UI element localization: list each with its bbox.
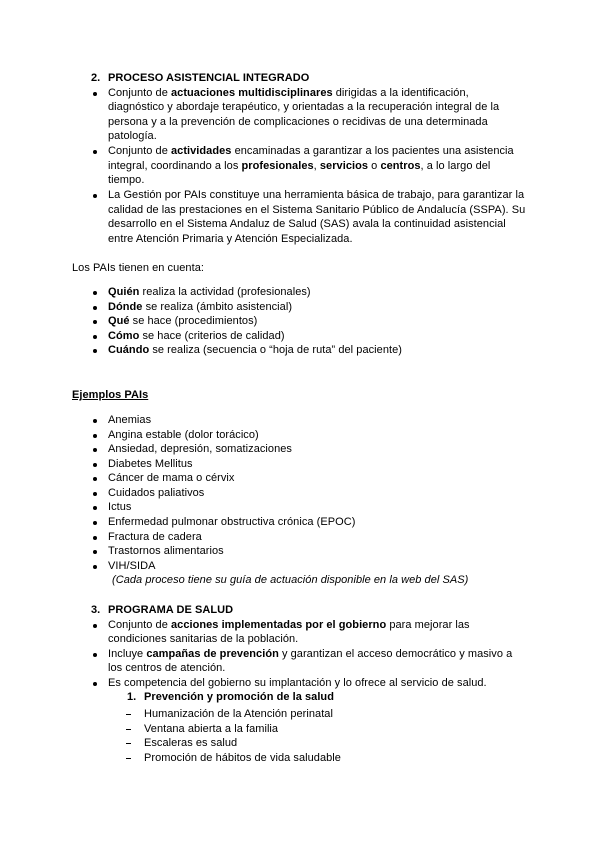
s3-b2-line2: los centros de atención. [108,662,226,674]
example-item: Trastornos alimentarios [108,545,224,557]
bold-text: Qué [108,315,130,327]
bold-text: actividades [170,145,232,157]
example-item: Cuidados paliativos [108,487,205,499]
text: para mejorar las [386,619,470,631]
example-item: Angina estable (dolor torácico) [108,429,259,441]
s2-b3-line1: La Gestión por PAIs constituye una herramienta básica de trabajo, para garantizar la [108,189,525,201]
text: encaminadas a garantizar a los pacientes una asistencia [231,145,514,157]
bullet-icon [93,624,97,628]
text: , [313,160,320,172]
pais-item [108,300,292,314]
bold-text: profesionales [241,160,314,172]
bold-text: servicios [319,160,369,172]
bullet-icon [93,565,97,569]
dash-icon [126,714,131,715]
pais-item [108,329,285,343]
bullet-icon [93,536,97,540]
bullet-icon [93,434,97,438]
bold-text: centros [380,160,421,172]
pais-item [108,314,257,328]
bullet-icon [93,463,97,467]
text: integral, coordinando a los [108,160,242,172]
bullet-icon [93,150,97,154]
bullet-icon [93,653,97,657]
text: Conjunto de [108,145,171,157]
s2-b2-line3: tiempo. [108,174,145,186]
bullet-icon [93,506,97,510]
pais-item [108,343,402,357]
examples-heading: Ejemplos PAIs [72,389,149,401]
bullet-icon [93,335,97,339]
bold-text: Cuándo [108,344,150,356]
text: se realiza (ámbito asistencial) [142,301,293,313]
bullet-icon [93,349,97,353]
s2-b3-line3: desarrollo en el Sistema Andaluz de Salud (SAS) avala la continuidad asistencial [108,218,506,230]
s2-b1-line3: persona y a la prevención de complicaciones o recidivas de una determinada [108,116,488,128]
s2-b1-line4: patología. [108,130,157,142]
bold-text: campañas de prevención [146,648,279,660]
example-item: VIH/SIDA [108,560,156,572]
text: se hace (procedimientos) [129,315,258,327]
bullet-icon [93,194,97,198]
example-item: Enfermedad pulmonar obstructiva crónica (EPOC) [108,516,356,528]
s2-b3-line4: entre Atención Primaria y Atención Especializada. [108,233,353,245]
example-item: Ictus [108,501,132,513]
example-item: Anemias [108,414,152,426]
example-item: Diabetes Mellitus [108,458,193,470]
s2-b1-line2: diagnóstico y abordaje terapéutico, y orientadas a la recuperación integral de la [108,101,500,113]
dash-icon [126,743,131,744]
sub-item: Promoción de hábitos de vida saludable [144,752,341,764]
s2-b2-line2 [108,159,490,173]
pais-intro: Los PAIs tienen en cuenta: [72,262,204,274]
bullet-icon [93,306,97,310]
text: Incluye [108,648,147,660]
sub-item: Escaleras es salud [144,737,238,749]
s2-b3-line2: calidad de las prestaciones en el Sistema Sanitario Público de Andalucía (SSPA). Su [108,204,526,216]
text: Conjunto de [108,619,171,631]
example-item: Cáncer de mama o cérvix [108,472,235,484]
s3-b1-line2: condiciones sanitarias de la población. [108,633,299,645]
s2-b2-line1 [108,144,514,158]
text: o [368,160,381,172]
bullet-icon [93,291,97,295]
bullet-icon [93,448,97,452]
bullet-icon [93,550,97,554]
text: , a lo largo del [420,160,491,172]
text: dirigidas a la identificación, [332,87,469,99]
bold-text: Cómo [108,330,140,342]
subsection-title: Prevención y promoción de la salud [144,691,334,703]
s3-b3-line1: Es competencia del gobierno su implantación y lo ofrece al servicio de salud. [108,677,487,689]
section-3-number: 3. [91,604,101,616]
sub-item: Ventana abierta a la familia [144,723,279,735]
example-item: Ansiedad, depresión, somatizaciones [108,443,292,455]
bold-text: acciones implementadas por el gobierno [170,619,387,631]
text: Conjunto de [108,87,171,99]
bullet-icon [93,419,97,423]
text: se hace (criterios de calidad) [139,330,285,342]
bold-text: Dónde [108,301,143,313]
bullet-icon [93,682,97,686]
examples-note: (Cada proceso tiene su guía de actuación disponible en la web del SAS) [112,574,469,586]
s3-b2-line1 [108,647,512,661]
section-3-title: PROGRAMA DE SALUD [108,604,234,616]
text: y garantizan el acceso democrático y masivo a [278,648,513,660]
bullet-icon [93,521,97,525]
dash-icon [126,758,131,759]
bullet-icon [93,320,97,324]
text: realiza la actividad (profesionales) [139,286,311,298]
text: se realiza (secuencia o “hoja de ruta” del paciente) [149,344,402,356]
bullet-icon [93,477,97,481]
section-2-number: 2. [91,72,101,84]
sub-item: Humanización de la Atención perinatal [144,708,333,720]
section-2-title: PROCESO ASISTENCIAL INTEGRADO [108,72,310,84]
pais-item [108,285,311,299]
bold-text: actuaciones multidisciplinares [170,87,333,99]
example-item: Fractura de cadera [108,531,202,543]
bullet-icon [93,492,97,496]
bold-text: Quién [108,286,140,298]
s3-b1-line1 [108,618,470,632]
s2-b1-line1 [108,86,469,100]
subsection-number: 1. [127,691,137,703]
dash-icon [126,729,131,730]
bullet-icon [93,92,97,96]
